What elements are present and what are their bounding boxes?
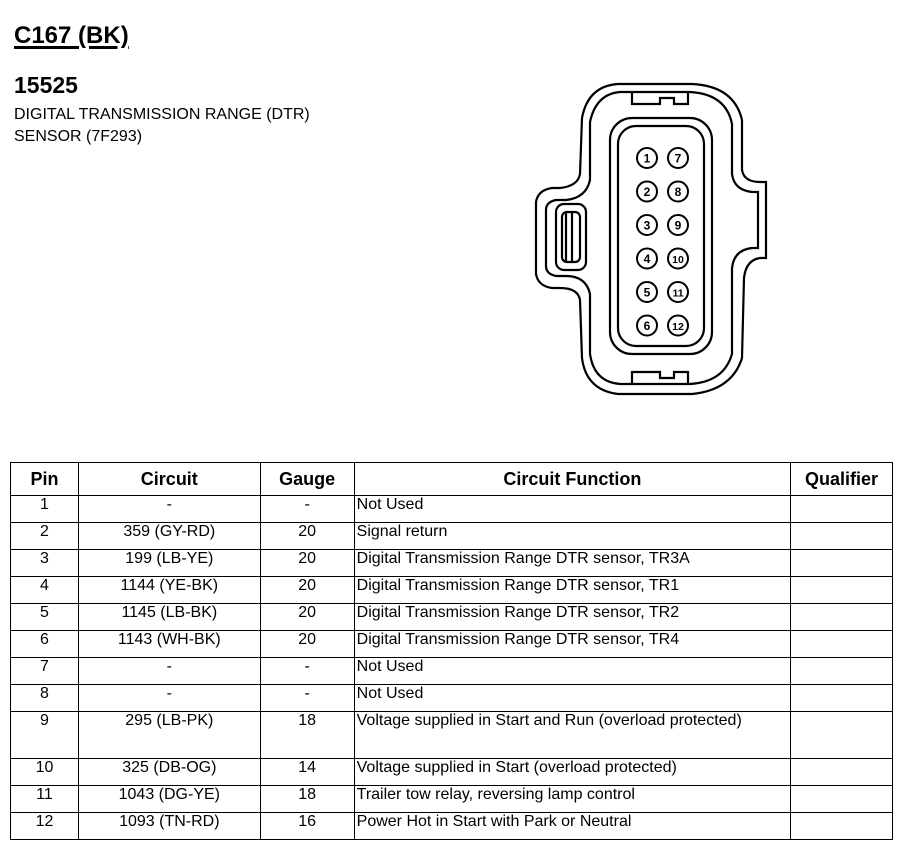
- qualifier-cell: [791, 604, 893, 631]
- table-row: [11, 604, 893, 631]
- pin-cell: 4: [11, 577, 79, 604]
- gauge-cell: 18: [260, 712, 354, 759]
- qualifier-cell: [791, 631, 893, 658]
- circuit-cell: 295 (LB-PK): [78, 712, 260, 759]
- qualifier-cell: [791, 496, 893, 523]
- connector-pin-label: 7: [674, 151, 682, 166]
- pin-cell: 2: [11, 523, 79, 550]
- table-row: [11, 786, 893, 813]
- function-cell: Digital Transmission Range DTR sensor, TR4: [354, 631, 790, 658]
- gauge-cell: 16: [260, 813, 354, 840]
- description-line-1: DIGITAL TRANSMISSION RANGE (DTR): [14, 106, 310, 123]
- function-cell: Trailer tow relay, reversing lamp control: [354, 786, 790, 813]
- qualifier-cell: [791, 577, 893, 604]
- col-header-gauge: Gauge: [260, 463, 354, 496]
- qualifier-cell: [791, 658, 893, 685]
- pin-cell: 1: [11, 496, 79, 523]
- connector-pin-label: 5: [643, 285, 651, 300]
- function-cell: Voltage supplied in Start and Run (overload protected): [354, 712, 790, 759]
- function-cell: Digital Transmission Range DTR sensor, TR1: [354, 577, 790, 604]
- table-row: [11, 496, 893, 523]
- col-header-circuit: Circuit: [78, 463, 260, 496]
- gauge-cell: 14: [260, 759, 354, 786]
- qualifier-cell: [791, 685, 893, 712]
- connector-pin-label: 2: [643, 185, 651, 199]
- connector-pin-label: 6: [643, 319, 651, 333]
- gauge-cell: 20: [260, 631, 354, 658]
- gauge-cell: 20: [260, 604, 354, 631]
- circuit-cell: -: [78, 658, 260, 685]
- table-row: [11, 631, 893, 658]
- gauge-cell: 18: [260, 786, 354, 813]
- table-row: [11, 658, 893, 685]
- table-row: [11, 712, 893, 759]
- function-cell: Not Used: [354, 496, 790, 523]
- pin-cell: 11: [11, 786, 79, 813]
- description-line-2: SENSOR (7F293): [14, 128, 143, 145]
- connector-pin-label: 3: [643, 218, 651, 233]
- function-cell: Signal return: [354, 523, 790, 550]
- table-header-row: [11, 463, 893, 496]
- function-cell: Power Hot in Start with Park or Neutral: [354, 813, 790, 840]
- gauge-cell: -: [260, 496, 354, 523]
- connector-pin-label: 12: [672, 321, 684, 333]
- connector-pin-label: 1: [643, 151, 651, 166]
- circuit-cell: 359 (GY-RD): [78, 523, 260, 550]
- pinout-table: [10, 462, 893, 840]
- col-header-pin: Pin: [11, 463, 79, 496]
- function-cell: Not Used: [354, 685, 790, 712]
- part-number: 15525: [14, 72, 78, 98]
- qualifier-cell: [791, 523, 893, 550]
- qualifier-cell: [791, 813, 893, 840]
- gauge-cell: 20: [260, 577, 354, 604]
- qualifier-cell: [791, 712, 893, 759]
- function-cell: Voltage supplied in Start (overload protected): [354, 759, 790, 786]
- qualifier-cell: [791, 550, 893, 577]
- circuit-cell: 199 (LB-YE): [78, 550, 260, 577]
- gauge-cell: 20: [260, 550, 354, 577]
- pin-cell: 3: [11, 550, 79, 577]
- table-row: [11, 759, 893, 786]
- table-row: [11, 577, 893, 604]
- circuit-cell: 1144 (YE-BK): [78, 577, 260, 604]
- function-cell: Digital Transmission Range DTR sensor, TR2: [354, 604, 790, 631]
- circuit-cell: 1143 (WH-BK): [78, 631, 260, 658]
- connector-pin-label: 10: [672, 254, 684, 266]
- connector-pin-label: 8: [674, 185, 682, 199]
- circuit-cell: 1043 (DG-YE): [78, 786, 260, 813]
- table-row: [11, 813, 893, 840]
- table-row: [11, 685, 893, 712]
- function-cell: Digital Transmission Range DTR sensor, TR3A: [354, 550, 790, 577]
- connector-pin-label: 9: [674, 218, 682, 233]
- gauge-cell: 20: [260, 523, 354, 550]
- gauge-cell: -: [260, 685, 354, 712]
- connector-pin-label: 11: [672, 287, 684, 300]
- circuit-cell: 1093 (TN-RD): [78, 813, 260, 840]
- function-cell: Not Used: [354, 658, 790, 685]
- qualifier-cell: [791, 759, 893, 786]
- pin-cell: 8: [11, 685, 79, 712]
- col-header-qualifier: Qualifier: [791, 463, 893, 496]
- connector-face-diagram: [520, 78, 782, 400]
- pin-cell: 6: [11, 631, 79, 658]
- table-row: [11, 550, 893, 577]
- pin-cell: 7: [11, 658, 79, 685]
- component-description: [14, 104, 310, 148]
- circuit-cell: 325 (DB-OG): [78, 759, 260, 786]
- pin-cell: 12: [11, 813, 79, 840]
- connector-pin-label: 4: [643, 252, 651, 266]
- circuit-cell: -: [78, 685, 260, 712]
- pin-cell: 10: [11, 759, 79, 786]
- col-header-function: Circuit Function: [354, 463, 790, 496]
- gauge-cell: -: [260, 658, 354, 685]
- table-row: [11, 523, 893, 550]
- circuit-cell: -: [78, 496, 260, 523]
- connector-id-title: C167 (BK): [14, 22, 129, 49]
- pin-cell: 5: [11, 604, 79, 631]
- qualifier-cell: [791, 786, 893, 813]
- pin-cell: 9: [11, 712, 79, 759]
- circuit-cell: 1145 (LB-BK): [78, 604, 260, 631]
